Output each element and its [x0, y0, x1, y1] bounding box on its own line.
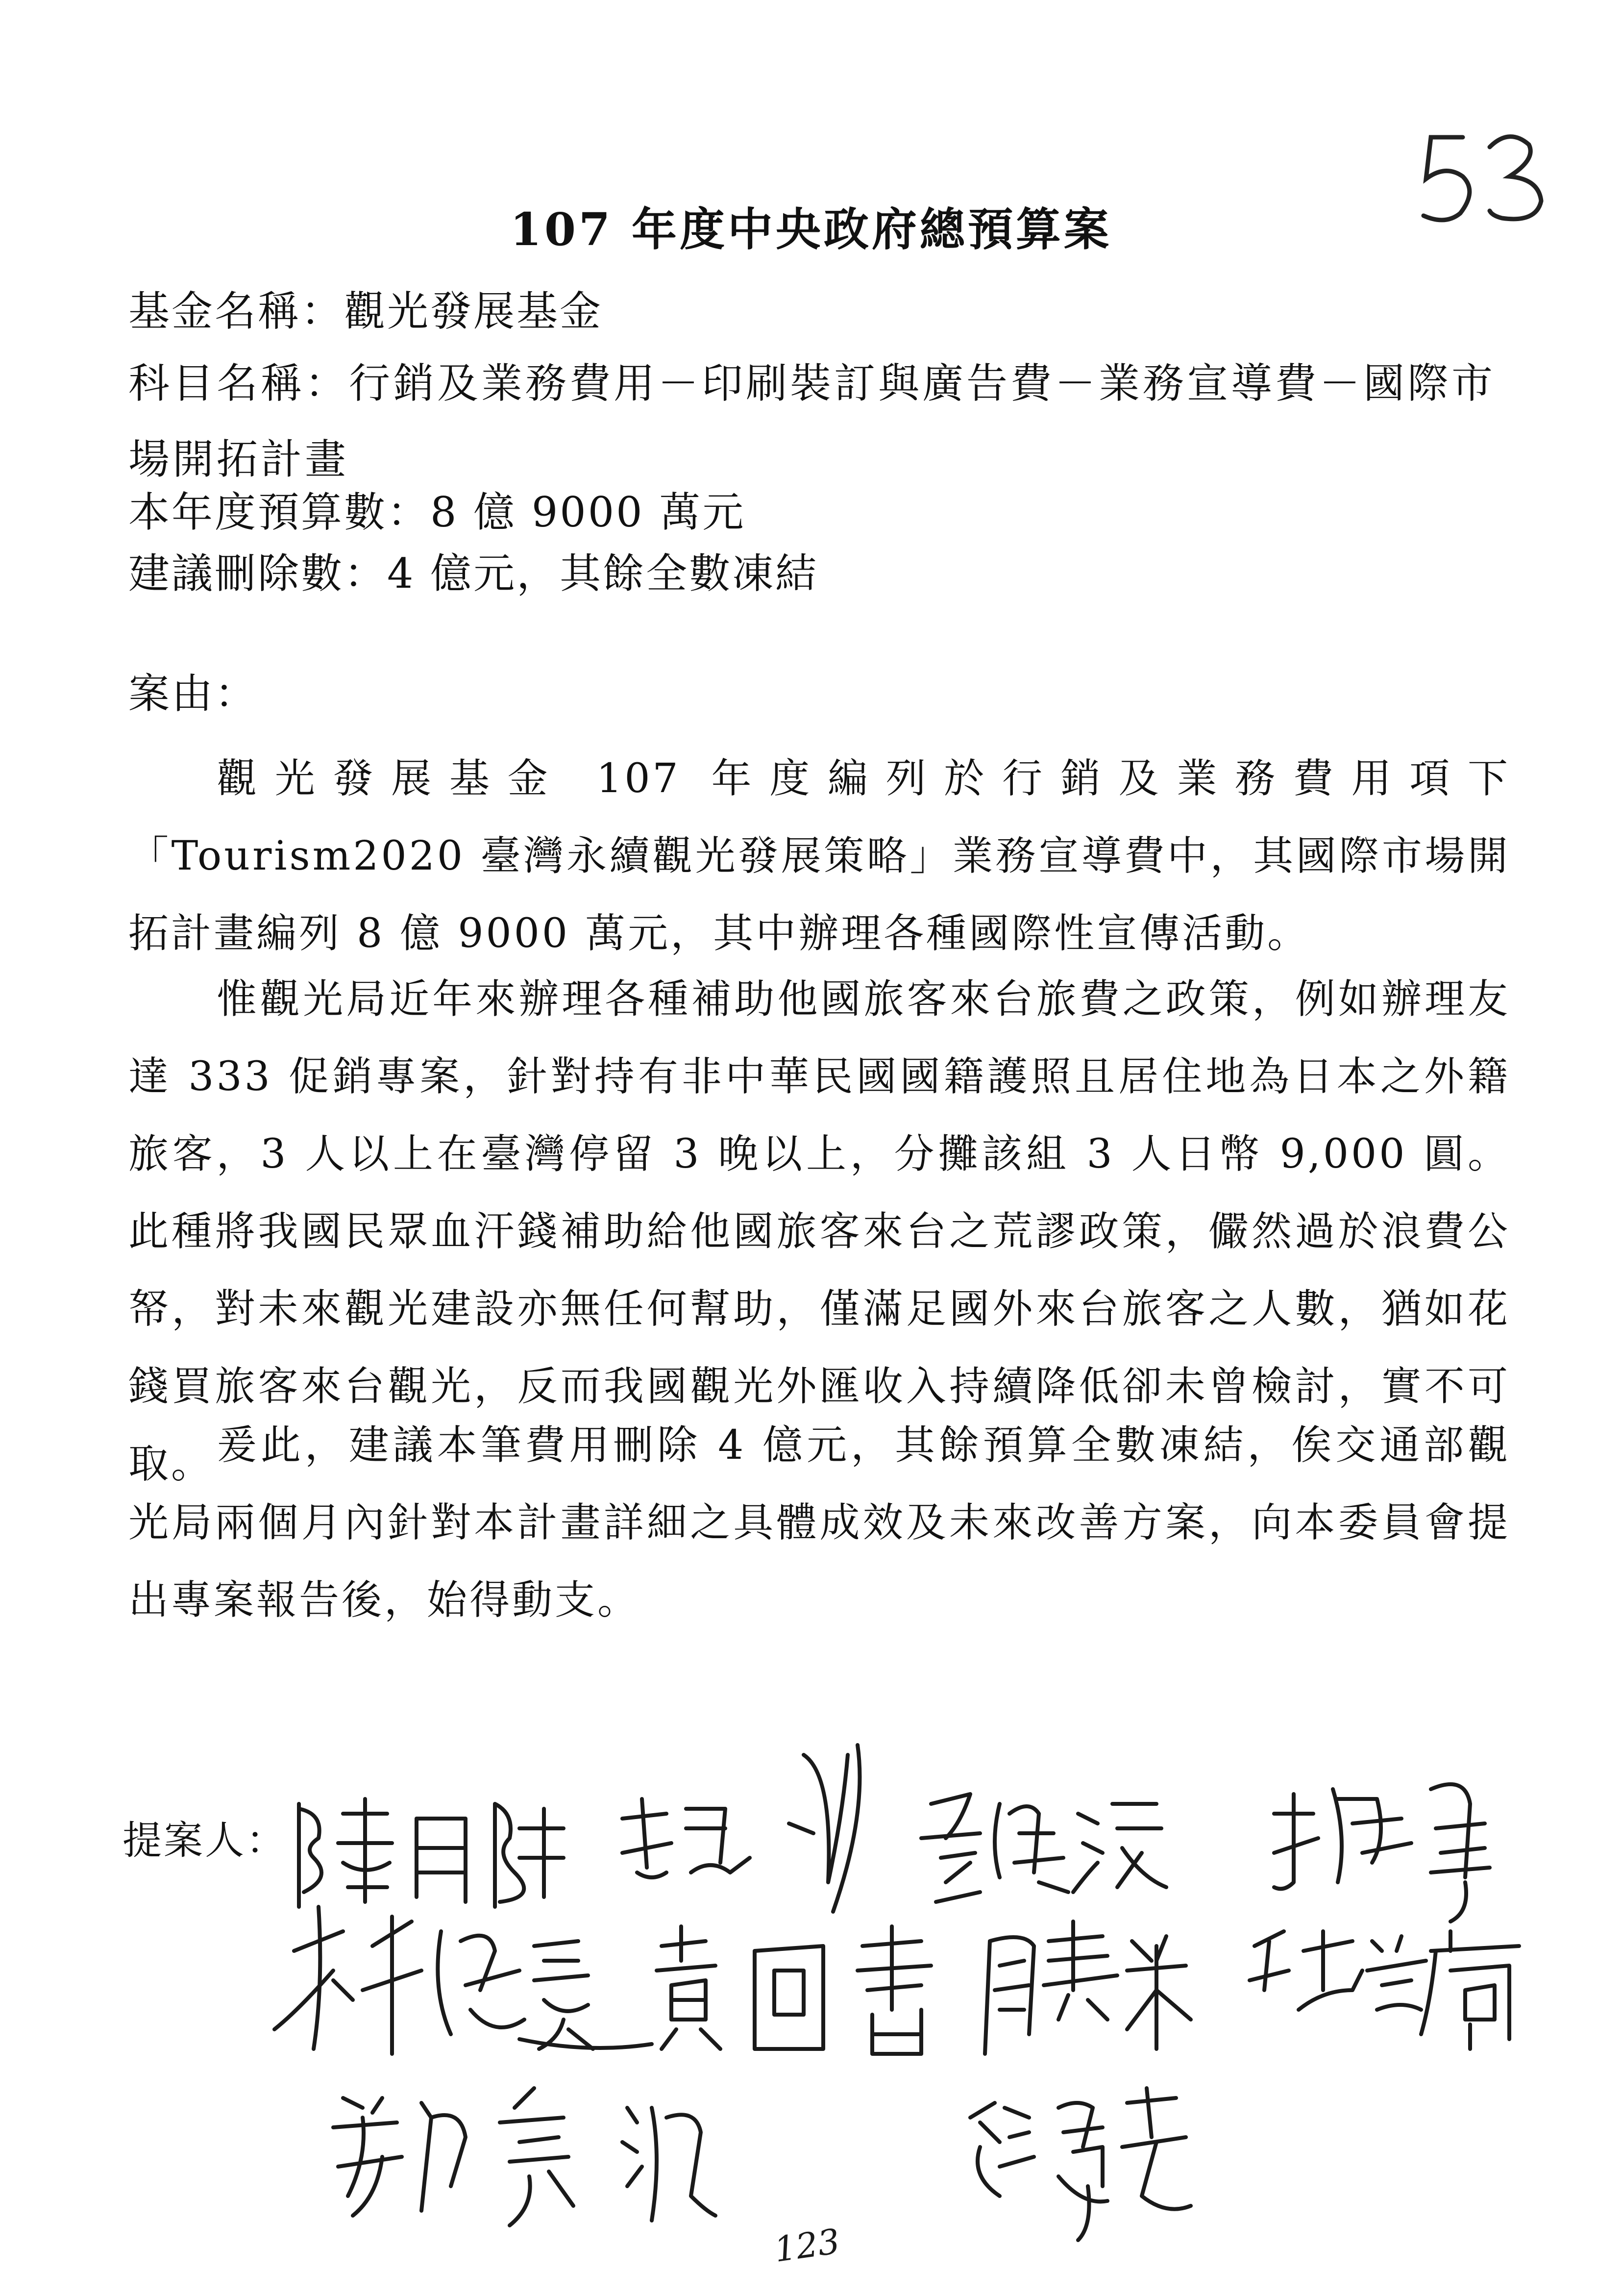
signature-1-name: [299, 1809, 358, 1837]
subject-name: 科目名稱：行銷及業務費用－印刷裝訂與廣告費－業務宣導費－國際市場開拓計畫: [128, 359, 1496, 483]
signature-9-name: [343, 2108, 402, 2136]
signature-6: [657, 1926, 931, 2054]
signature-5-name: [294, 1956, 353, 1984]
signature-2-name: [622, 1809, 681, 1837]
signature-6-name: [662, 1956, 720, 1984]
budget-amount: 本年度預算數：8 億 9000 萬元: [128, 488, 746, 536]
signature-4: [1274, 1784, 1490, 1922]
fund-name: 基金名稱：觀光發展基金: [128, 287, 603, 335]
signature-area: [0, 1716, 1622, 2294]
document-title: 107 年度中央政府總預算案: [510, 203, 1112, 256]
reason-paragraph-3: 爰此，建議本筆費用刪除 4 億元，其餘預算全數凍結，俟交通部觀光局兩個月內針對本計畫詳細之具體成效及未來改善方案，向本委員會提出專案報告後，始得動支。: [128, 1422, 1510, 1623]
proposer-label: 提案人：: [123, 1818, 287, 1863]
signature-7-name: [985, 1956, 1044, 1984]
signature-7: [985, 1922, 1191, 2054]
handwritten-note: 123: [771, 2221, 842, 2270]
signature-8-name: [1254, 1956, 1313, 1984]
signature-8: [1250, 1931, 1519, 2049]
page-number-text: [1421, 137, 1446, 160]
signature-10-name: [970, 2108, 1029, 2136]
signature-4-name: [1274, 1809, 1333, 1837]
reason-paragraph-2: 惟觀光局近年來辦理各種補助他國旅客來台旅費之政策，例如辦理友達 333 促銷專案，針對持有非中華民國國籍護照且居住地為日本之外籍旅客，3 人以上在臺灣停留 3 晚以上，分攤該組 3 人日幣 9,000 圓。此種將我國民眾血汗錢補助給他國旅客來台之荒謬政策，儼然過於浪費公帑，對未來觀光建設亦無任何幫助，僅滿足國外來台旅客之人數，猶如花錢買旅客來台觀光，反而我國觀光外匯收入持續降低卻未曾檢討，實不可取。: [128, 976, 1510, 1487]
signature-strokes: [0, 1716, 1622, 2294]
signature-3-name: [921, 1809, 980, 1837]
reason-paragraph-1: 觀光發展基金 107 年度編列於行銷及業務費用項下「Tourism2020 臺灣永續觀光發展策略」業務宣導費中，其國際市場開拓計畫編列 8 億 9000 萬元，其中辦理各種國際性宣傳活動。: [128, 755, 1510, 957]
proposed-cut: 建議刪除數：4 億元，其餘全數凍結: [128, 549, 819, 598]
reason-label: 案由：: [128, 670, 258, 718]
